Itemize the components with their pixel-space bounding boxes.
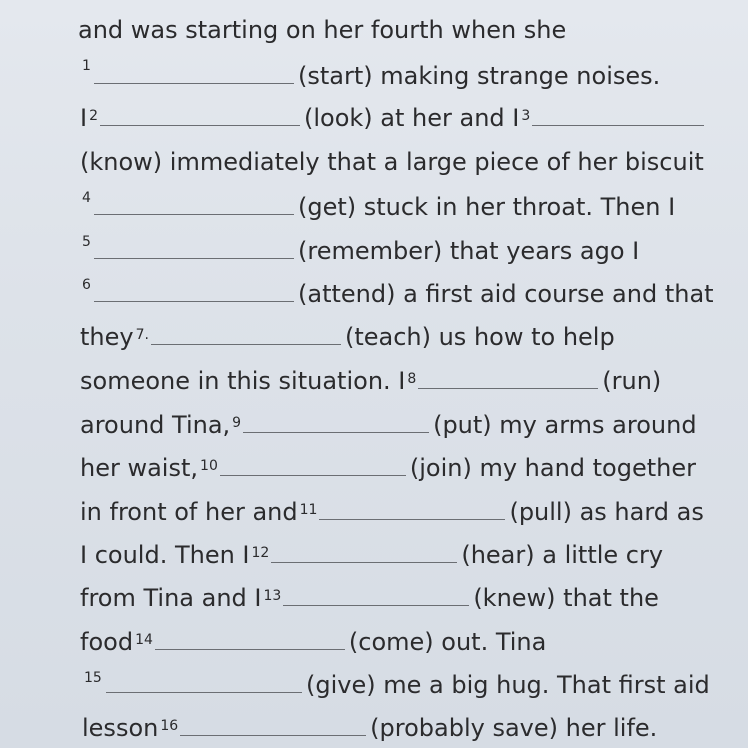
line-prefix: I	[80, 104, 88, 132]
line-prefix: in front of her and	[80, 498, 298, 526]
text-line-12	[80, 539, 663, 571]
line-text: (knew) that the	[473, 584, 659, 612]
blank-number-9: 9	[232, 415, 242, 431]
line-text: (get) stuck in her throat. Then I	[298, 193, 676, 221]
line-text: (start) making strange noises.	[298, 62, 661, 90]
answer-blank-10[interactable]	[220, 457, 406, 476]
text-line-3	[80, 146, 704, 178]
answer-blank-5[interactable]	[94, 240, 294, 259]
text-line-0	[78, 14, 566, 46]
answer-blank-16[interactable]	[180, 717, 366, 736]
line-text: (attend) a first aid course and that	[298, 280, 714, 308]
text-line-9	[80, 409, 697, 441]
blank-number-6: 6	[82, 277, 91, 293]
text-line-1	[92, 60, 660, 92]
line-prefix: food	[80, 628, 134, 656]
text-line-14	[80, 626, 546, 658]
blank-number-3: 3	[521, 108, 531, 124]
line-text: (pull) as hard as	[509, 498, 704, 526]
line-prefix: I could. Then I	[80, 541, 250, 569]
text-line-7	[80, 321, 615, 353]
answer-blank-14[interactable]	[155, 631, 345, 650]
blank-number-5: 5	[82, 234, 91, 250]
line-text: (put) my arms around	[433, 411, 697, 439]
text-line-8	[80, 365, 661, 397]
answer-blank-7[interactable]	[151, 326, 341, 345]
answer-blank-6[interactable]	[94, 283, 294, 302]
line-text: (come) out. Tina	[348, 628, 547, 656]
line-text: (teach) us how to help	[344, 323, 615, 351]
text-line-11	[80, 496, 704, 528]
blank-number-15: 15	[84, 670, 102, 686]
text-line-2	[80, 102, 708, 134]
blank-number-8: 8	[407, 371, 417, 387]
line-prefix: lesson	[82, 714, 159, 742]
line-prefix: someone in this situation. I	[80, 367, 406, 395]
answer-blank-15[interactable]	[106, 674, 302, 693]
blank-number-14: 14	[135, 632, 153, 648]
line-prefix: from Tina and I	[80, 584, 262, 612]
line-text: (give) me a big hug. That first aid	[306, 671, 710, 699]
line-text: (run)	[602, 367, 662, 395]
blank-number-7: 7.	[135, 327, 149, 343]
answer-blank-8[interactable]	[418, 370, 598, 389]
line-text: (hear) a little cry	[461, 541, 664, 569]
answer-blank-11[interactable]	[319, 501, 505, 520]
answer-blank-4[interactable]	[94, 196, 294, 215]
line-text: (remember) that years ago I	[298, 237, 640, 265]
blank-number-12: 12	[251, 545, 270, 561]
blank-number-2: 2	[89, 108, 98, 124]
blank-number-10: 10	[200, 458, 218, 474]
answer-blank-3[interactable]	[532, 107, 704, 126]
answer-blank-13[interactable]	[283, 587, 469, 606]
answer-blank-12[interactable]	[271, 544, 457, 563]
blank-number-16: 16	[160, 718, 179, 734]
text-line-4	[92, 191, 675, 223]
text-line-16	[82, 712, 657, 744]
blank-number-13: 13	[263, 588, 282, 604]
line-prefix: around Tina,	[80, 411, 231, 439]
blank-number-4: 4	[82, 190, 91, 206]
line-prefix: her waist,	[80, 454, 199, 482]
answer-blank-1[interactable]	[94, 65, 294, 84]
text-line-6	[92, 278, 714, 310]
line-text: (know) immediately that a large piece of her biscuit	[80, 148, 704, 176]
line-text: (probably save) her life.	[370, 714, 658, 742]
line-text: and was starting on her fourth when she	[78, 16, 567, 44]
answer-blank-2[interactable]	[100, 107, 300, 126]
answer-blank-9[interactable]	[243, 414, 429, 433]
line-prefix: they	[80, 323, 134, 351]
blank-number-1: 1	[82, 58, 91, 74]
line-text: (look) at her and I	[304, 104, 520, 132]
text-line-15	[104, 669, 710, 701]
text-line-10	[80, 452, 696, 484]
line-text: (join) my hand together	[409, 454, 696, 482]
blank-number-11: 11	[299, 502, 318, 518]
text-line-13	[80, 582, 659, 614]
text-line-5	[92, 235, 639, 267]
